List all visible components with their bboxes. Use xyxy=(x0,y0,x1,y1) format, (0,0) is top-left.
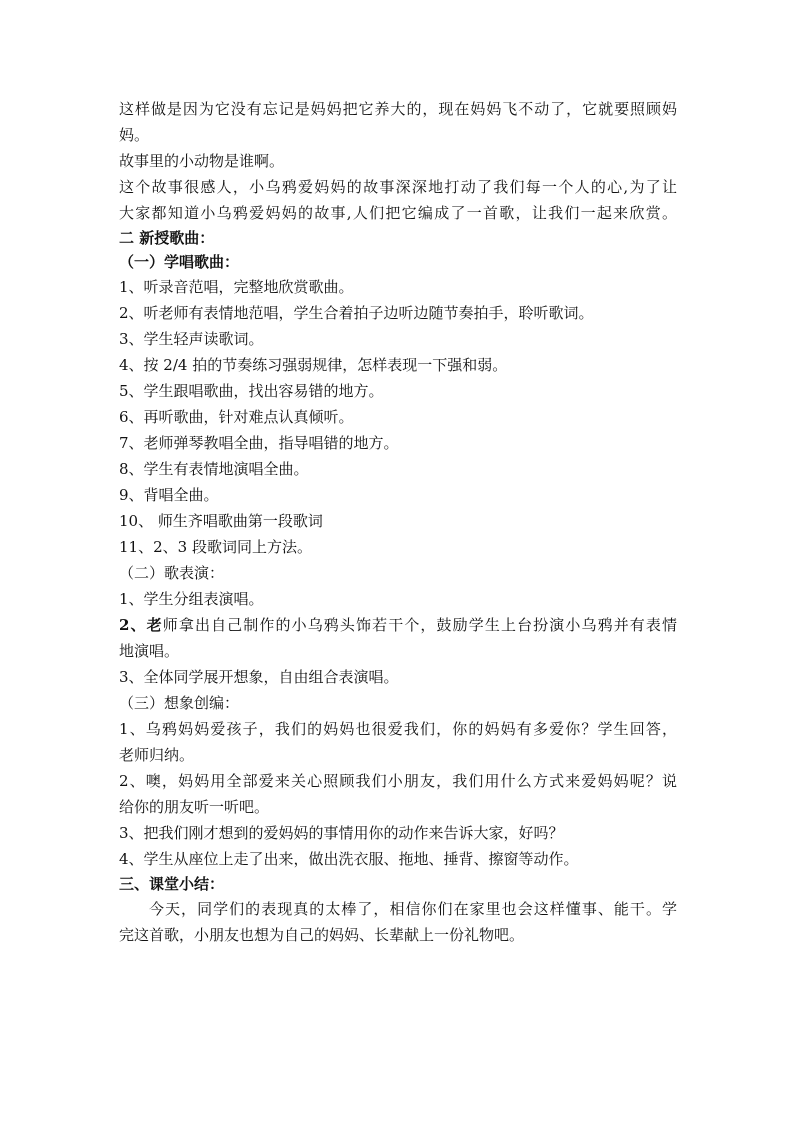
subsection-heading: （一）学唱歌曲： xyxy=(119,253,240,271)
list-item: 1、乌鸦妈妈爱孩子，我们的妈妈也很爱我们，你的妈妈有多爱你？学生回答， xyxy=(119,720,677,738)
list-item: 4、学生从座位上走了出来，做出洗衣服、拖地、捶背、擦窗等动作。 xyxy=(119,850,579,868)
list-item: 7、老师弹琴教唱全曲，指导唱错的地方。 xyxy=(119,434,399,452)
list-item: 10、 师生齐唱歌曲第一段歌词 xyxy=(119,512,323,530)
list-item: 3、把我们刚才想到的爱妈妈的事情用你的动作来告诉大家，好吗？ xyxy=(119,824,564,842)
list-item: 2、听老师有表情地范唱，学生合着拍子边听边随节奏拍手，聆听歌词。 xyxy=(119,304,594,322)
list-item: 3、学生轻声读歌词。 xyxy=(119,330,264,348)
list-item-continuation: 地演唱。 xyxy=(119,642,180,660)
list-item-continuation: 老师归纳。 xyxy=(119,746,195,764)
paragraph-line: 妈。 xyxy=(119,126,150,144)
paragraph-line: 大家都知道小乌鸦爱妈妈的故事,人们把它编成了一首歌，让我们一起来欣赏。 xyxy=(119,204,677,222)
paragraph-line: 故事里的小动物是谁啊。 xyxy=(119,152,285,170)
summary-line: 完这首歌，小朋友也想为自己的妈妈、长辈献上一份礼物吧。 xyxy=(119,926,525,944)
paragraph-line: 这个故事很感人，小乌鸦爱妈妈的故事深深地打动了我们每一个人的心,为了让 xyxy=(119,178,677,196)
list-item-continuation: 给你的朋友听一听吧。 xyxy=(119,798,270,816)
list-item: 6、再听歌曲，针对难点认真倾听。 xyxy=(119,408,354,426)
list-item: 11、2、3 段歌词同上方法。 xyxy=(119,538,312,556)
document-page xyxy=(119,96,677,948)
list-item: 2、噢，妈妈用全部爱来关心照顾我们小朋友，我们用什么方式来爱妈妈呢？说 xyxy=(119,772,677,790)
section-heading: 三、课堂小结： xyxy=(119,875,225,893)
list-item: 1、学生分组表演唱。 xyxy=(119,590,264,608)
section-heading: 二 新授歌曲： xyxy=(119,229,215,247)
list-item: 8、学生有表情地演唱全曲。 xyxy=(119,460,309,478)
list-item xyxy=(119,612,677,638)
paragraph-line: 这样做是因为它没有忘记是妈妈把它养大的，现在妈妈飞不动了，它就要照顾妈 xyxy=(119,100,677,118)
list-item: 3、全体同学展开想象，自由组合表演唱。 xyxy=(119,668,399,686)
list-item: 5、学生跟唱歌曲，找出容易错的地方。 xyxy=(119,382,384,400)
list-item-text: 师拿出自己制作的小乌鸦头饰若干个，鼓励学生上台扮演小乌鸦并有表情 xyxy=(162,616,677,634)
list-item-number: 2、老 xyxy=(119,616,163,634)
list-item: 9、背唱全曲。 xyxy=(119,486,219,504)
list-item: 1、听录音范唱，完整地欣赏歌曲。 xyxy=(119,278,354,296)
subsection-heading: （二）歌表演： xyxy=(119,564,225,582)
summary-line: 今天，同学们的表现真的太棒了，相信你们在家里也会这样懂事、能干。学 xyxy=(149,900,677,918)
subsection-heading: （三）想象创编： xyxy=(119,694,240,712)
list-item: 4、按 2/4 拍的节奏练习强弱规律，怎样表现一下强和弱。 xyxy=(119,356,508,374)
